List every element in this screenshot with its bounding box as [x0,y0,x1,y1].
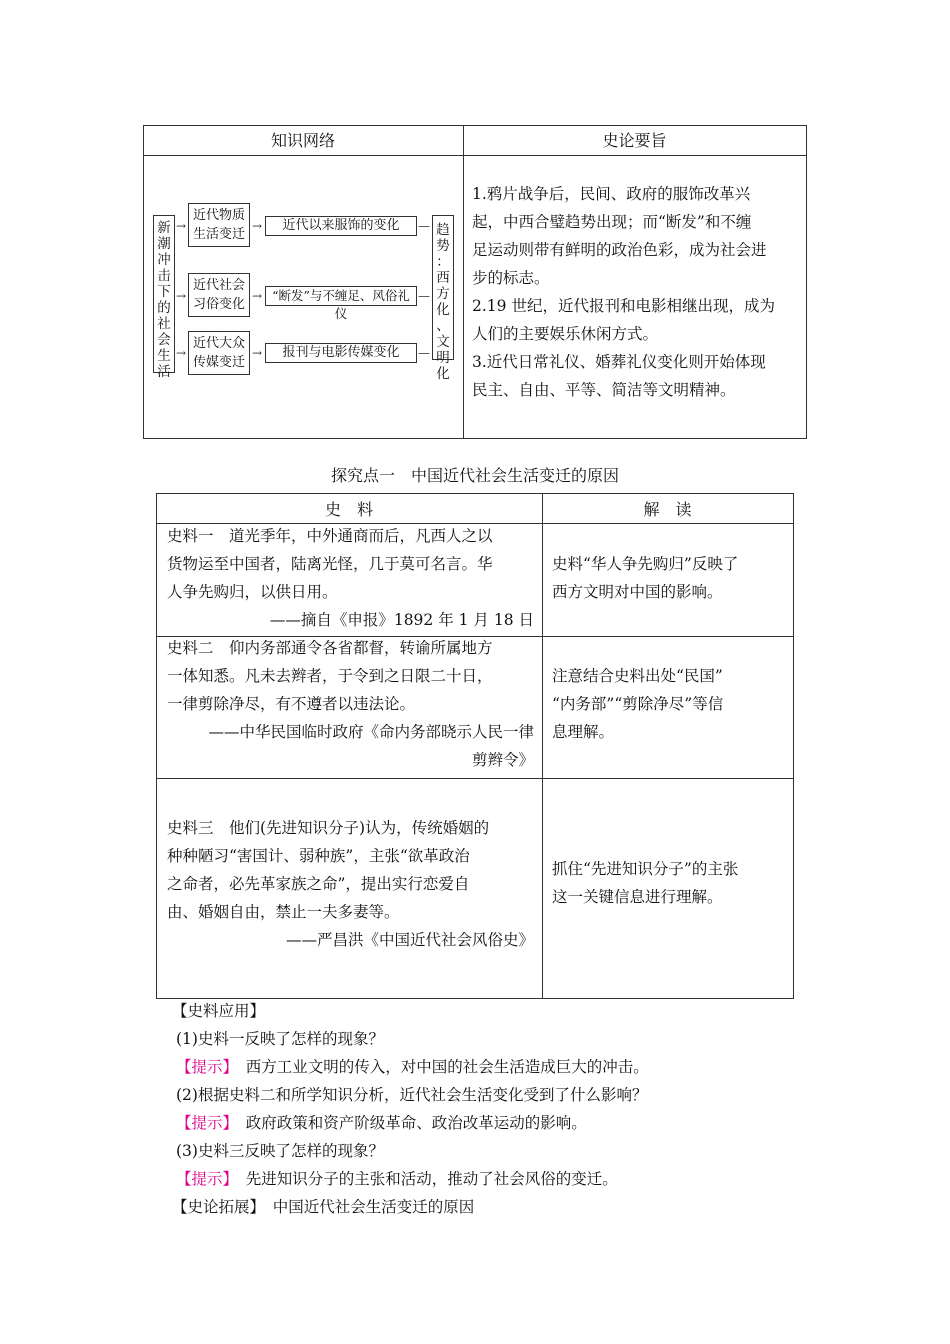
col-header-points: 史论要旨 [602,131,667,150]
diagram-root: 新 潮 冲 击 下 的 社 会 生 活 [153,215,175,373]
point-line: 步的标志。 [472,269,550,287]
source-line: 人争先购归，以供日用。 [167,583,338,601]
col-header-knowledge: 知识网络 [270,131,335,150]
source-line: 由、婚姻自由，禁止一夫多妻等。 [167,903,400,921]
section-title: 探究点一 中国近代社会生活变迁的原因 [330,466,619,485]
point-line: 3.近代日常礼仪、婚葬礼仪变化则开始体现 [472,353,766,371]
question-1: (1)史料一反映了怎样的现象？ [176,1030,384,1048]
header-source: 史 料 [324,500,373,519]
point-line: 足运动则带有鲜明的政治色彩，成为社会进 [472,241,767,259]
header-interpretation: 解 读 [643,500,692,519]
point-line: 人们的主要娱乐休闲方式。 [472,325,659,343]
source-line: 史料三 他们(先进知识分子)认为，传统婚姻的 [167,819,490,837]
interpretation-line: 这一关键信息进行理解。 [552,888,723,906]
point-line: 2.19 世纪，近代报刊和电影相继出现，成为 [472,297,775,315]
item-customs: “断发”与不缠足、风俗礼仪 [265,286,417,306]
hint-label: 【提示】 [176,1114,231,1132]
hint-label: 【提示】 [176,1170,231,1188]
diagram-trend: 趋 势 ： 西 方 化 、 文 明 化 [432,215,454,360]
question-3: (3)史料三反映了怎样的现象？ [176,1142,384,1160]
hint-label: 【提示】 [176,1058,231,1076]
extension-heading: 【史论拓展】 [172,1198,258,1216]
question-2: (2)根据史料二和所学知识分析，近代社会生活变化受到了什么影响？ [176,1086,648,1104]
source-line: 一律剪除净尽，有不遵者以违法论。 [167,695,416,713]
category-customs: 近代社会 习俗变化 [188,273,250,317]
category-material: 近代物质 生活变迁 [188,203,250,247]
source-line: 之命者，必先革家族之命”，提出实行恋爱自 [167,875,470,893]
source-citation: ——严昌洪《中国近代社会风俗史》 [285,931,534,949]
interpretation-line: 注意结合史料出处“民国” [552,667,723,685]
point-line: 1.鸦片战争后，民间、政府的服饰改革兴 [472,185,751,203]
interpretation-line: “内务部”“剪除净尽”等信 [552,695,724,713]
interpretation-line: 息理解。 [552,723,615,741]
point-line: 民主、自由、平等、简洁等文明精神。 [472,381,736,399]
source-citation: ——摘自《申报》1892 年 1 月 18 日 [269,611,534,629]
application-heading: 【史料应用】 [172,1002,266,1020]
item-clothing: 近代以来服饰的变化 [265,216,417,236]
item-media: 报刊与电影传媒变化 [265,343,417,363]
source-citation: ——中华民国临时政府《命内务部晓示人民一律 [208,723,534,741]
source-line: 货物运至中国者，陆离光怪，几于莫可名言。华 [167,555,493,573]
source-line: 史料一 道光季年，中外通商而后，凡西人之以 [167,527,493,545]
answer-2: 【提示】 政府政策和资产阶级革命、政治改革运动的影响。 [176,1114,587,1132]
extension-line [172,1193,474,1221]
source-line: 史料二 仰内务部通令各省都督，转谕所属地方 [167,639,493,657]
answer-1: 【提示】 西方工业文明的传入，对中国的社会生活造成巨大的冲击。 [176,1058,649,1076]
extension-text: 中国近代社会生活变迁的原因 [272,1198,475,1216]
point-line: 起，中西合璧趋势出现；而“断发”和不缠 [472,213,752,231]
source-citation: 剪辫令》 [471,751,534,769]
answer-3: 【提示】 先进知识分子的主张和活动，推动了社会风俗的变迁。 [176,1170,618,1188]
source-line: 一体知悉。凡未去辫者，于令到之日限二十日， [167,667,493,685]
interpretation-line: 史料“华人争先购归”反映了 [552,555,739,573]
interpretation-line: 西方文明对中国的影响。 [552,583,723,601]
interpretation-line: 抓住“先进知识分子”的主张 [552,860,739,878]
source-line: 种种陋习“害国计、弱种族”，主张“欲革政治 [167,847,470,865]
category-media: 近代大众 传媒变迁 [188,331,250,375]
